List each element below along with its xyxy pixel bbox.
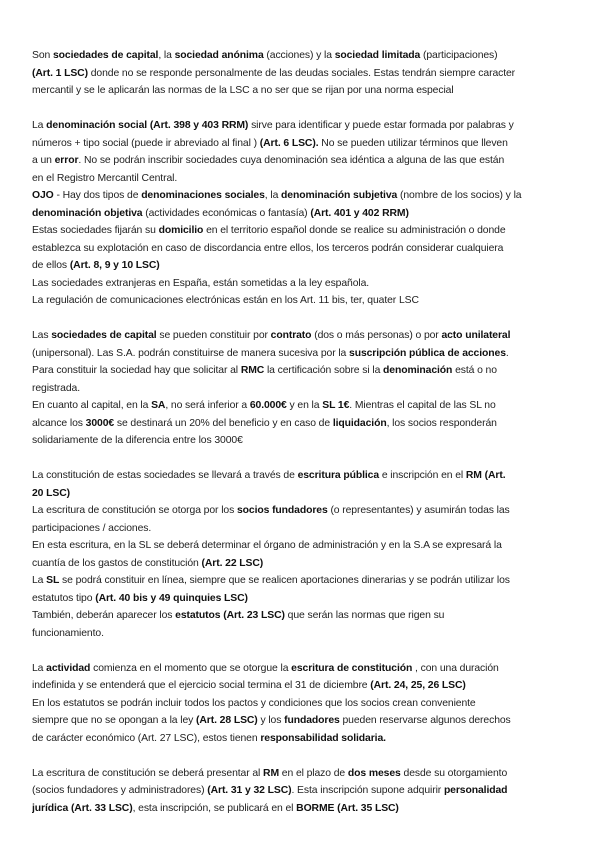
text-line: [32, 695, 570, 713]
text-line: [32, 205, 570, 223]
text-line: [32, 677, 570, 695]
bold-text: denominación: [383, 365, 453, 376]
text: que serán las normas que rigen su: [284, 610, 445, 621]
bold-text: escritura pública: [297, 470, 380, 481]
text-line: [32, 65, 570, 83]
bold-text: sociedad anónima: [174, 50, 264, 61]
text: , la: [264, 190, 282, 201]
text: La: [32, 662, 47, 674]
text-line: [32, 82, 570, 100]
text: comienza en el momento que se otorgue la: [90, 662, 292, 674]
text: La constitución de estas sociedades se llevará a través de: [32, 470, 298, 481]
bold-text: 20 LSC): [32, 487, 70, 499]
bold-text: (Art. 22 LSC): [201, 557, 264, 569]
text: , con una duración: [412, 662, 499, 674]
text-line: [32, 327, 570, 345]
text: registrada.: [32, 382, 80, 394]
bold-text: BORME: [296, 802, 335, 814]
bold-text: denominaciones sociales: [141, 190, 265, 201]
paragraph: [32, 47, 570, 100]
text: La regulación de comunicaciones electrónicas están en los Art. 11 bis, ter, quater LSC: [32, 295, 419, 306]
text-line: [32, 187, 570, 205]
bold-text: dos meses: [347, 767, 401, 779]
bold-text: RMC: [240, 365, 265, 376]
text: No se pueden utilizar términos que lleven: [318, 137, 508, 149]
text: solidariamente de la diferencia entre los 3000€: [32, 435, 243, 446]
text-line: [32, 257, 570, 275]
text-line: [32, 537, 570, 555]
text: (socios fundadores y administradores): [32, 785, 208, 796]
text: (acciones) y la: [263, 50, 335, 61]
text: la certificación sobre si la: [264, 365, 384, 376]
text: La escritura de constitución se deberá presentar al: [32, 767, 264, 779]
bold-text: jurídica (Art. 33 LSC): [32, 802, 133, 814]
bold-text: responsabilidad solidaria.: [260, 732, 386, 744]
paragraph-spacer: [32, 310, 570, 328]
text: mercantil y se le aplicarán las normas de la LSC a no ser que se rijan por una norma especial: [32, 85, 454, 96]
bold-text: 60.000€: [249, 400, 287, 411]
text: e inscripción en el: [379, 470, 466, 481]
paragraph: [32, 327, 570, 450]
text: Las: [32, 330, 52, 341]
text: (nombre de los socios) y la: [397, 190, 522, 201]
bold-text: denominación objetiva: [32, 207, 143, 219]
text: .: [505, 347, 509, 359]
text: a un: [32, 155, 55, 166]
text: En cuanto al capital, en la: [32, 400, 152, 411]
text: en el plazo de: [279, 767, 348, 779]
bold-text: error: [54, 155, 79, 166]
text: La escritura de constitución se otorga por los: [32, 505, 237, 516]
bold-text: fundadores: [284, 715, 340, 726]
text: siempre que no se opongan a la ley: [32, 715, 197, 726]
text: alcance los: [32, 417, 86, 429]
bold-text: (Art. 1 LSC): [32, 67, 88, 79]
text: En los estatutos se podrán incluir todos los pactos y condiciones que los socios crean conveniente: [32, 697, 476, 709]
bold-text: escritura de constitución: [291, 662, 413, 674]
bold-text: RM: [465, 470, 482, 481]
text-line: [32, 712, 570, 730]
text-line: [32, 345, 570, 363]
text-line: [32, 782, 570, 800]
text-line: [32, 415, 570, 433]
text-line: [32, 520, 570, 538]
text-line: [32, 572, 570, 590]
paragraph: [32, 765, 570, 818]
text: También, deberán aparecer los: [32, 610, 176, 621]
text: indefinida y se entenderá que el ejercicio social termina el 31 de diciembre: [32, 680, 371, 691]
text: de ellos: [32, 260, 70, 271]
paragraph: [32, 117, 570, 310]
bold-text: SA: [151, 400, 166, 411]
bold-text: (Art. 35 LSC): [337, 802, 399, 814]
text: se pueden constituir por: [156, 330, 271, 341]
bold-text: (Art. 31 y 32 LSC): [207, 785, 292, 796]
bold-text: (Art. 40 bis y 49 quinquies LSC): [95, 592, 248, 604]
text: (unipersonal). Las S.A. podrán constituirse de manera sucesiva por la: [32, 347, 350, 359]
text-line: [32, 135, 570, 153]
bold-text: SL: [46, 575, 60, 586]
text: Las sociedades extranjeras en España, están sometidas a la ley española.: [32, 277, 370, 289]
bold-text: actividad: [46, 662, 91, 674]
bold-text: sociedades de capital: [52, 50, 159, 61]
document-body: [32, 47, 570, 817]
text: (participaciones): [420, 50, 498, 61]
text-line: [32, 765, 570, 783]
text: está o no: [452, 365, 497, 376]
text: números + tipo social (puede ir abreviado al final ): [32, 137, 260, 149]
text: cuantía de los gastos de constitución: [32, 557, 202, 569]
bold-text: domicilio: [158, 225, 204, 236]
bold-text: denominación subjetiva: [281, 190, 398, 201]
text: en el territorio español donde se realice su administración o donde: [203, 225, 506, 236]
text-line: [32, 222, 570, 240]
paragraph-spacer: [32, 642, 570, 660]
text-line: [32, 555, 570, 573]
paragraph-spacer: [32, 747, 570, 765]
bold-text: (Art. 6 LSC).: [259, 137, 319, 149]
text: , esta inscripción, se publicará en el: [132, 802, 297, 814]
text-line: [32, 117, 570, 135]
bold-text: acto unilateral: [441, 330, 511, 341]
text: , no será inferior a: [165, 400, 250, 411]
text: en el Registro Mercantil Central.: [32, 172, 178, 184]
paragraph-spacer: [32, 100, 570, 118]
bold-text: (Art. 28 LSC): [196, 715, 258, 726]
text: La: [32, 120, 47, 131]
text: . Mientras el capital de las SL no: [349, 400, 496, 411]
text-line: [32, 47, 570, 65]
bold-text: OJO: [32, 190, 54, 201]
bold-text: RM: [263, 767, 280, 779]
text-line: [32, 467, 570, 485]
text: se podrá constituir en línea, siempre que se realicen aportaciones dinerarias y se podrán utilizar los: [59, 575, 510, 586]
bold-text: contrato: [270, 330, 312, 341]
text-line: [32, 362, 570, 380]
text-line: [32, 380, 570, 398]
text-line: [32, 240, 570, 258]
text-line: [32, 607, 570, 625]
text: (actividades económicas o fantasía): [142, 207, 311, 219]
paragraph-spacer: [32, 450, 570, 468]
text-line: [32, 590, 570, 608]
bold-text: liquidación: [332, 417, 387, 429]
text: desde su otorgamiento: [400, 767, 508, 779]
bold-text: SL 1€: [322, 400, 350, 411]
text: se destinará un 20% del beneficio y en caso de: [114, 417, 333, 429]
text-line: [32, 730, 570, 748]
bold-text: (Art. 24, 25, 26 LSC): [370, 680, 466, 691]
text: funcionamiento.: [32, 627, 104, 639]
text-line: [32, 625, 570, 643]
paragraph: [32, 467, 570, 642]
bold-text: (Art.: [484, 470, 506, 481]
bold-text: suscripción pública de acciones: [349, 347, 506, 359]
bold-text: (Art. 401 y 402 RRM): [310, 207, 409, 219]
text: . No se podrán inscribir sociedades cuya denominación sea idéntica a alguna de las que están: [78, 155, 505, 166]
text-line: [32, 502, 570, 520]
text: donde no se responde personalmente de las deudas sociales. Estas tendrán siempre caracter: [87, 67, 516, 79]
text-line: [32, 292, 570, 310]
bold-text: socios fundadores: [236, 505, 328, 516]
text-line: [32, 800, 570, 818]
text: En esta escritura, en la SL se deberá determinar el órgano de administración y en la S.A se expresará la: [32, 540, 502, 551]
text: sirve para identificar y puede estar formada por palabras y: [248, 120, 514, 131]
text-line: [32, 275, 570, 293]
text-line: [32, 170, 570, 188]
bold-text: sociedades de capital: [51, 330, 157, 341]
text: - Hay dos tipos de: [53, 190, 142, 201]
text: estatutos tipo: [32, 592, 96, 604]
bold-text: sociedad limitada: [334, 50, 421, 61]
text: La: [32, 575, 47, 586]
text: de carácter económico (Art. 27 LSC), estos tienen: [32, 732, 261, 744]
text: Son: [32, 50, 53, 61]
bold-text: personalidad: [443, 785, 508, 796]
text: y los: [257, 715, 285, 726]
paragraph: [32, 660, 570, 748]
text: (dos o más personas) o por: [311, 330, 442, 341]
text: Estas sociedades fijarán su: [32, 225, 159, 236]
bold-text: 3000€: [85, 417, 115, 429]
bold-text: estatutos (Art. 23 LSC): [175, 610, 285, 621]
text-line: [32, 660, 570, 678]
text: participaciones / acciones.: [32, 522, 152, 534]
text: y en la: [286, 400, 323, 411]
text: establezca su explotación en caso de discordancia entre ellos, los terceros podrán considerar cualquiera: [32, 242, 504, 254]
text: pueden reservarse algunos derechos: [339, 715, 511, 726]
text: Para constituir la sociedad hay que solicitar al: [32, 365, 241, 376]
text-line: [32, 397, 570, 415]
text: , los socios responderán: [386, 417, 497, 429]
text: . Esta inscripción supone adquirir: [291, 785, 444, 796]
bold-text: (Art. 8, 9 y 10 LSC): [69, 260, 160, 271]
text-line: [32, 432, 570, 450]
text: , la: [158, 50, 175, 61]
text: (o representantes) y asumirán todas las: [327, 505, 510, 516]
text-line: [32, 485, 570, 503]
text-line: [32, 152, 570, 170]
bold-text: denominación social (Art. 398 y 403 RRM): [46, 120, 249, 131]
